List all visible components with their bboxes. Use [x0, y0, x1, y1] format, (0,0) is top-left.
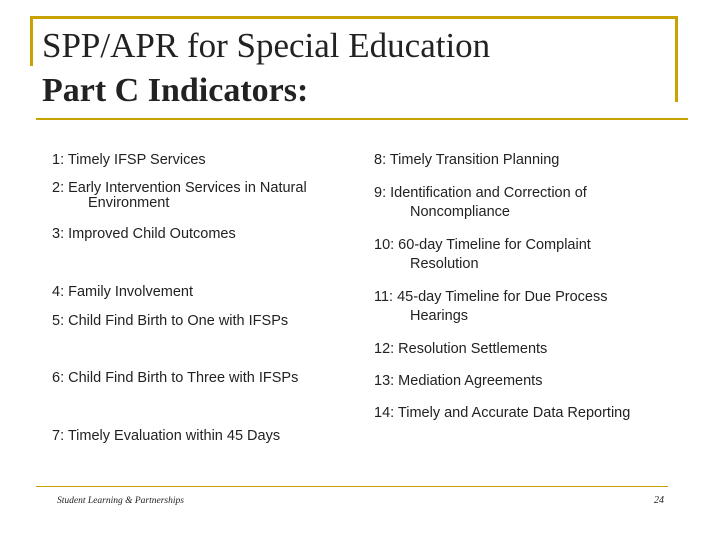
indicator-4-text: 4: Family Involvement — [52, 284, 194, 300]
indicator-6 — [52, 369, 298, 388]
indicator-2-text-cont: Environment — [88, 195, 170, 211]
slide-title: SPP/APR for Special Education — [42, 26, 491, 65]
indicator-11-text-cont: Hearings — [410, 308, 469, 324]
indicator-12-text: 12: Resolution Settlements — [374, 341, 548, 357]
footer-rule — [36, 486, 668, 487]
indicator-2 — [52, 181, 307, 211]
indicator-12 — [374, 340, 547, 359]
indicator-14 — [374, 404, 630, 423]
indicator-3 — [52, 225, 236, 244]
indicator-11 — [374, 288, 607, 326]
indicator-13-text: 13: Mediation Agreements — [374, 373, 543, 389]
indicator-13 — [374, 372, 542, 391]
indicator-9-text: 9: Identification and Correction of — [374, 185, 587, 201]
indicator-7-text: 7: Timely Evaluation within 45 Days — [52, 428, 281, 444]
indicator-5 — [52, 312, 288, 331]
indicator-9 — [374, 184, 587, 222]
indicator-6-text: 6: Child Find Birth to Three with IFSPs — [52, 370, 299, 386]
indicator-8-text: 8: Timely Transition Planning — [374, 152, 560, 168]
indicator-5-text: 5: Child Find Birth to One with IFSPs — [52, 313, 289, 329]
indicator-2-text: 2: Early Intervention Services in Natural — [52, 180, 307, 196]
title-underline — [36, 118, 688, 120]
indicator-1-text: 1: Timely IFSP Services — [52, 152, 206, 168]
page-number: 24 — [654, 495, 664, 506]
indicator-7 — [52, 427, 280, 446]
indicator-10-text-cont: Resolution — [410, 256, 479, 272]
frame-top-rule — [30, 16, 678, 19]
indicator-1 — [52, 151, 206, 170]
indicator-8 — [374, 151, 559, 170]
indicator-10-text: 10: 60-day Timeline for Complaint — [374, 237, 591, 253]
frame-right-rule — [675, 16, 678, 102]
indicator-10 — [374, 236, 591, 274]
indicator-3-text: 3: Improved Child Outcomes — [52, 226, 236, 242]
indicator-14-text: 14: Timely and Accurate Data Reporting — [374, 405, 631, 421]
indicator-11-text: 11: 45-day Timeline for Due Process — [374, 289, 608, 305]
frame-left-rule — [30, 16, 33, 66]
indicator-4 — [52, 283, 193, 302]
footer-organization: Student Learning & Partnerships — [57, 496, 184, 506]
indicator-9-text-cont: Noncompliance — [410, 204, 510, 220]
slide-subtitle: Part C Indicators: — [42, 72, 314, 110]
